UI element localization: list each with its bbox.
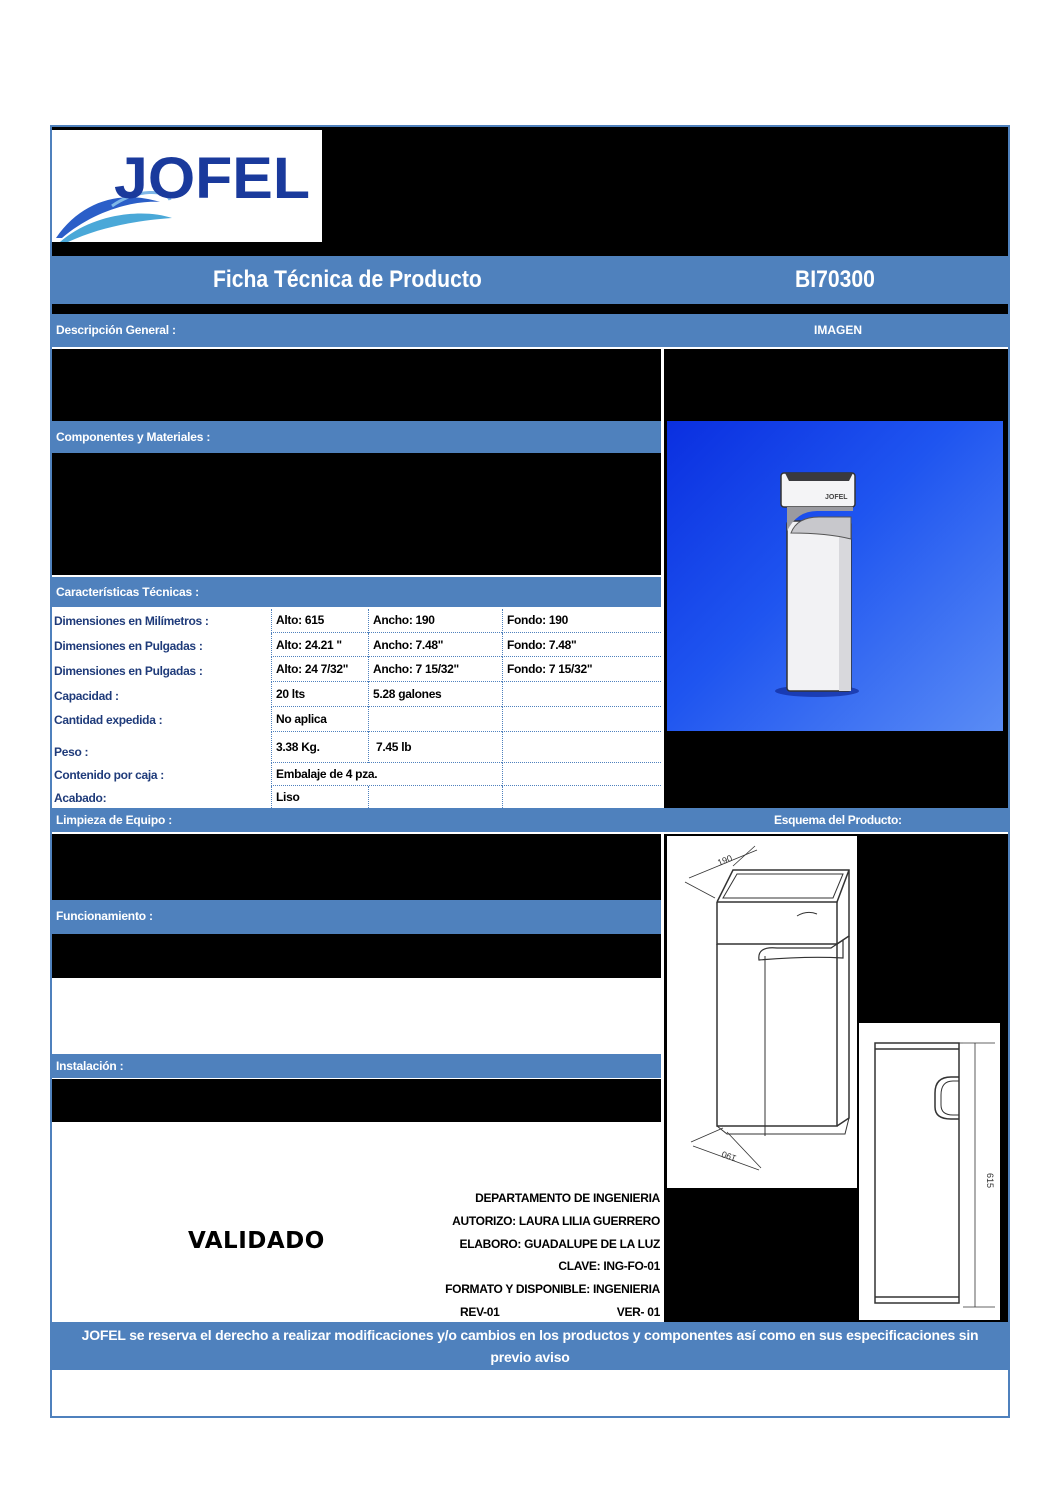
section-caracteristicas: Características Técnicas : (52, 577, 661, 607)
spec-cell (502, 682, 661, 707)
spec-cell: Alto: 24.21 " (271, 633, 368, 657)
componentes-content (52, 453, 661, 575)
spec-cell: 20 lts (271, 682, 368, 707)
page-title: Ficha Técnica de Producto (213, 266, 482, 293)
separator-band-2 (52, 304, 1008, 314)
logo-wordmark: JOFEL (114, 146, 310, 211)
validado-stamp: VALIDADO (188, 1228, 325, 1254)
svg-text:190: 190 (716, 852, 734, 868)
spec-cell: Liso (271, 786, 368, 808)
schematic-iso (667, 836, 857, 1188)
spec-label: Capacidad : (54, 689, 119, 703)
validation-line: AUTORIZO: LAURA LILIA GUERRERO (452, 1214, 660, 1228)
spec-cell (368, 707, 502, 732)
spec-label: Dimensiones en Pulgadas : (54, 664, 203, 678)
spec-cell: 3.38 Kg. (271, 732, 368, 763)
spec-cell (368, 786, 502, 808)
svg-text:615: 615 (985, 1173, 995, 1189)
separator-band (52, 243, 1008, 256)
instalacion-content (52, 1079, 661, 1122)
logo (52, 130, 322, 242)
section-imagen: IMAGEN (814, 323, 862, 337)
spec-label: Acabado: (54, 791, 107, 805)
section-esquema: Esquema del Producto: (774, 813, 902, 827)
spec-cell: Ancho: 190 (368, 609, 502, 633)
product-image (667, 421, 1003, 731)
spec-cell: No aplica (271, 707, 368, 732)
section-limpieza: Limpieza de Equipo : (52, 808, 1008, 832)
section-instalacion: Instalación : (52, 1054, 661, 1078)
spec-cell: Fondo: 7 15/32" (502, 657, 661, 682)
validation-line: DEPARTAMENTO DE INGENIERIA (475, 1191, 660, 1205)
svg-text:JOFEL: JOFEL (825, 494, 848, 501)
spec-cell (502, 763, 661, 786)
spec-cell: Ancho: 7.48" (368, 633, 502, 657)
descripcion-content (52, 349, 661, 421)
spec-cell: Ancho: 7 15/32" (368, 657, 502, 682)
spec-label: Dimensiones en Pulgadas : (54, 639, 203, 653)
spec-cell (502, 732, 661, 763)
section-funcionamiento: Funcionamiento : (52, 900, 661, 934)
validation-line: ELABORO: GUADALUPE DE LA LUZ (459, 1237, 660, 1251)
rev-label: REV-01 (460, 1305, 500, 1319)
spec-label: Dimensiones en Milímetros : (54, 614, 209, 628)
spec-cell (502, 786, 661, 808)
disclaimer-text: JOFEL se reserva el derecho a realizar modificaciones y/o cambios en los productos y componentes así como en sus especificaciones sin previo aviso (81, 1327, 979, 1365)
limpieza-content (52, 834, 661, 900)
schematic-side (859, 1023, 1000, 1320)
spec-cell: Alto: 24 7/32" (271, 657, 368, 682)
spec-label: Contenido por caja : (54, 768, 165, 782)
svg-text:190: 190 (720, 1148, 738, 1164)
ver-label: VER- 01 (616, 1305, 660, 1319)
product-code: BI70300 (795, 266, 875, 293)
spec-label: Cantidad expedida : (54, 713, 163, 727)
spec-cell: 7.45 lb (368, 732, 502, 763)
section-descripcion: Descripción General : (52, 314, 1008, 347)
spec-cell: Fondo: 7.48" (502, 633, 661, 657)
spec-cell (502, 707, 661, 732)
spec-cell: Alto: 615 (271, 609, 368, 633)
spec-label: Peso : (54, 745, 89, 759)
validation-line: FORMATO Y DISPONIBLE: INGENIERIA (445, 1282, 660, 1296)
section-componentes: Componentes y Materiales : (52, 421, 661, 453)
spec-cell: Fondo: 190 (502, 609, 661, 633)
funcionamiento-content (52, 934, 661, 978)
spec-cell: 5.28 galones (368, 682, 502, 707)
validation-line: CLAVE: ING-FO-01 (558, 1259, 660, 1273)
spec-cell: Embalaje de 4 pza. (271, 763, 502, 786)
